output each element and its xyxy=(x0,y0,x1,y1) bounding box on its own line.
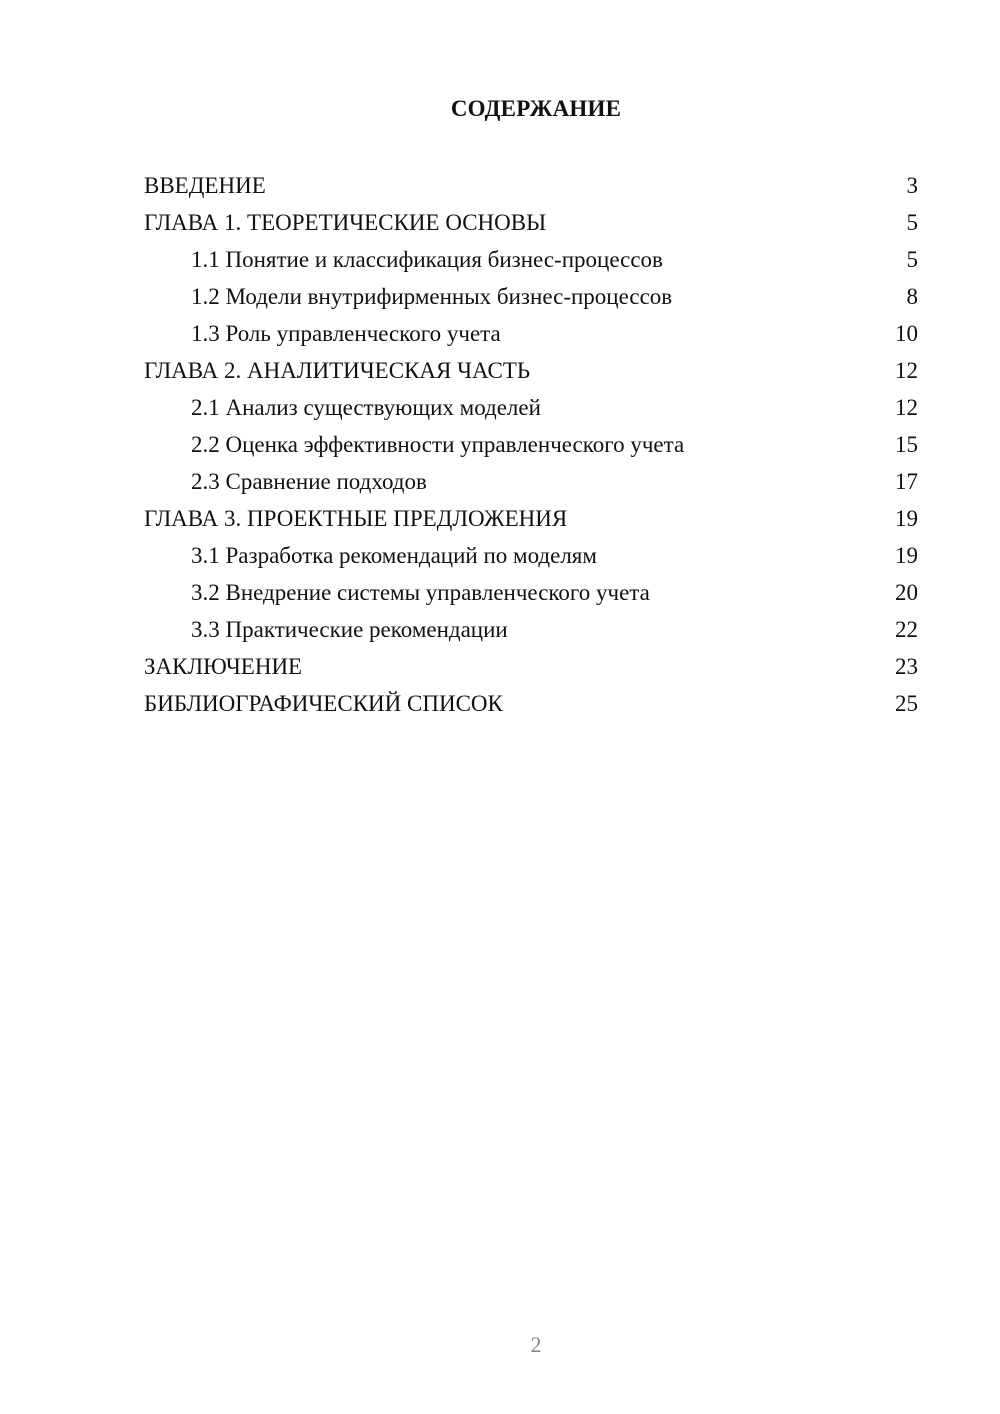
toc-subentry xyxy=(144,426,918,463)
toc-entry-page: 5 xyxy=(906,210,918,235)
toc-entry-page: 10 xyxy=(895,321,918,346)
table-of-contents xyxy=(144,167,918,722)
toc-subentry xyxy=(144,241,918,278)
toc-entry xyxy=(144,648,918,685)
toc-entry-page: 19 xyxy=(895,543,918,568)
toc-entry-label: ВВЕДЕНИЕ xyxy=(144,173,266,198)
toc-entry-page: 5 xyxy=(906,247,918,272)
toc-entry-label: ГЛАВА 2. АНАЛИТИЧЕСКАЯ ЧАСТЬ xyxy=(144,358,531,383)
toc-entry-label: 3.3 Практические рекомендации xyxy=(191,617,508,642)
toc-entry-page: 12 xyxy=(895,395,918,420)
toc-entry xyxy=(144,352,918,389)
toc-entry xyxy=(144,685,918,722)
toc-entry-label: 2.3 Сравнение подходов xyxy=(191,469,427,494)
toc-entry-label: 1.1 Понятие и классификация бизнес-процессов xyxy=(191,247,663,272)
toc-entry xyxy=(144,500,918,537)
toc-entry-page: 20 xyxy=(895,580,918,605)
toc-entry-label: БИБЛИОГРАФИЧЕСКИЙ СПИСОК xyxy=(144,691,503,716)
toc-entry-label: ЗАКЛЮЧЕНИЕ xyxy=(144,654,303,679)
toc-subentry xyxy=(144,463,918,500)
toc-entry-label: ГЛАВА 3. ПРОЕКТНЫЕ ПРЕДЛОЖЕНИЯ xyxy=(144,506,568,531)
toc-entry-page: 23 xyxy=(895,654,918,679)
toc-entry-page: 8 xyxy=(906,284,918,309)
toc-entry-page: 3 xyxy=(906,173,918,198)
toc-entry-label: 2.1 Анализ существующих моделей xyxy=(191,395,541,420)
toc-entry-page: 22 xyxy=(895,617,918,642)
page-number: 2 xyxy=(530,1332,542,1357)
toc-entry xyxy=(144,204,918,241)
toc-subentry xyxy=(144,537,918,574)
toc-entry-label: ГЛАВА 1. ТЕОРЕТИЧЕСКИЕ ОСНОВЫ xyxy=(144,210,547,235)
toc-subentry xyxy=(144,611,918,648)
toc-entry-label: 2.2 Оценка эффективности управленческого учета xyxy=(191,432,685,457)
toc-subentry xyxy=(144,574,918,611)
toc-subentry xyxy=(144,278,918,315)
page-title: СОДЕРЖАНИЕ xyxy=(450,96,622,121)
toc-entry-label: 3.2 Внедрение системы управленческого учета xyxy=(191,580,650,605)
toc-subentry xyxy=(144,315,918,352)
toc-entry-label: 1.2 Модели внутрифирменных бизнес-процессов xyxy=(191,284,673,309)
toc-entry-label: 3.1 Разработка рекомендаций по моделям xyxy=(191,543,597,568)
toc-entry-page: 12 xyxy=(895,358,918,383)
toc-subentry xyxy=(144,389,918,426)
toc-entry-page: 17 xyxy=(895,469,918,494)
toc-entry-page: 25 xyxy=(895,691,918,716)
toc-entry xyxy=(144,167,918,204)
toc-entry-page: 15 xyxy=(895,432,918,457)
toc-entry-label: 1.3 Роль управленческого учета xyxy=(191,321,501,346)
toc-entry-page: 19 xyxy=(895,506,918,531)
